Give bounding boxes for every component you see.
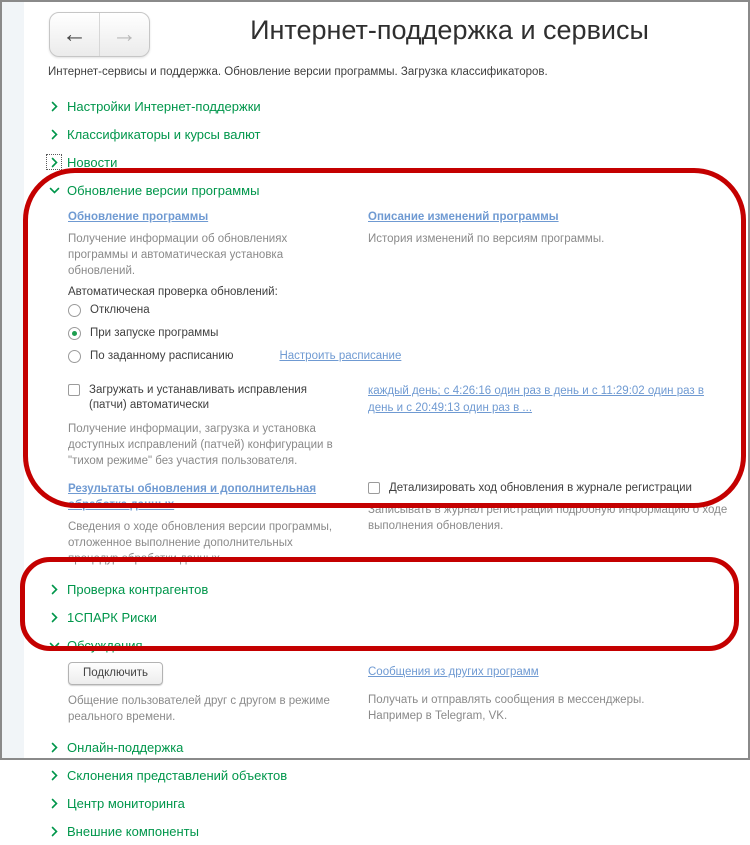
detail-log-checkbox-row[interactable] [368,481,732,496]
back-button[interactable] [50,13,99,56]
configure-schedule-link[interactable]: Настроить расписание [279,350,402,362]
section-label: Склонения представлений объектов [67,767,288,783]
chevron-right-icon [48,611,60,623]
section-label: Онлайн-поддержка [67,739,184,755]
section-header-counterparty-check[interactable] [48,575,732,603]
changes-description-text: История изменений по версиям программы. [368,233,605,245]
section-label: Обсуждения [67,637,143,653]
back-arrow-icon: ← [62,20,87,48]
chevron-right-icon [48,825,60,837]
history-nav-group [49,12,150,57]
chevron-down-icon [48,639,60,651]
discussions-content [68,662,732,725]
program-update-link[interactable]: Обновление программы [68,211,209,223]
section-label: Новости [67,154,118,170]
radio-option-schedule[interactable] [68,345,732,367]
radio-option-on-start[interactable] [68,322,732,344]
page-title: Интернет-поддержка и сервисы [250,15,649,45]
section-label: Обновление версии программы [67,182,260,198]
section-header-classifiers[interactable] [48,120,732,148]
radio-option-disabled[interactable] [68,299,732,321]
changes-description-link[interactable]: Описание изменений программы [368,211,559,223]
patches-schedule-link[interactable]: каждый день; с 4:26:16 один раз в день и с 11:29:02 один раз в день и с 20:49:13 один раз в ... [368,385,704,414]
section-header-monitoring-center[interactable] [48,789,732,817]
checkbox-unchecked-icon[interactable] [68,384,80,396]
chevron-down-icon [48,184,60,196]
patches-checkbox-row[interactable] [68,383,344,413]
left-margin-strip [2,2,24,758]
chevron-right-icon [48,100,60,112]
chevron-right-icon [48,797,60,809]
forward-button[interactable] [99,13,149,56]
chevron-right-icon [48,769,60,781]
checkbox-unchecked-icon[interactable] [368,482,380,494]
radio-label: По заданному расписанию [90,350,234,362]
program-update-description: Получение информации об обновлениях программы и автоматическая установка обновлений. [68,233,288,277]
section-label: Проверка контрагентов [67,581,209,597]
radio-selected-icon[interactable] [68,327,81,340]
radio-label: При запуске программы [90,327,219,339]
section-label: Центр мониторинга [67,795,185,811]
chevron-right-icon [48,156,60,168]
chevron-right-icon [48,128,60,140]
section-header-spark-risks[interactable] [48,603,732,631]
messages-from-other-programs-link[interactable]: Сообщения из других программ [368,666,539,678]
section-header-online-support[interactable] [48,733,732,761]
patches-description: Получение информации, загрузка и установка доступных исправлений (патчей) конфигурации в "тихом режиме" без участия пользователя. [68,423,333,467]
focus-rectangle [46,154,62,170]
radio-icon[interactable] [68,304,81,317]
section-label: Классификаторы и курсы валют [67,126,261,142]
checkbox-label: Детализировать ход обновления в журнале регистрации [389,482,692,494]
chevron-right-icon [48,583,60,595]
section-header-news[interactable] [48,148,732,176]
section-header-internet-support-settings[interactable] [48,92,732,120]
page-subtitle: Интернет-сервисы и поддержка. Обновление версии программы. Загрузка классификаторов. [48,66,548,78]
sections-list [48,92,732,845]
section-label: Настройки Интернет-поддержки [67,98,261,114]
program-update-content [68,207,732,567]
messages-description: Получать и отправлять сообщения в мессенджеры. Например в Telegram, VK. [368,694,645,722]
checkbox-label: Загружать и устанавливать исправления (патчи) автоматически [89,384,307,411]
section-header-external-components[interactable] [48,817,732,845]
section-label: 1СПАРК Риски [67,609,157,625]
update-results-link[interactable]: Результаты обновления и дополнительная обработка данных [68,483,317,511]
radio-label: Отключена [90,304,150,316]
chevron-right-icon [48,741,60,753]
section-label: Внешние компоненты [67,823,199,839]
section-header-declensions[interactable] [48,761,732,789]
update-results-description: Сведения о ходе обновления версии программы, отложенное выполнение дополнительных процедур обработки данных. [68,521,333,565]
section-header-discussions[interactable] [48,631,732,659]
radio-icon[interactable] [68,350,81,363]
detail-log-description: Записывать в журнал регистрации подробную информацию о ходе выполнения обновления. [368,504,728,532]
forward-arrow-icon: → [112,20,137,48]
connect-button[interactable]: Подключить [68,662,163,685]
section-header-program-update[interactable] [48,176,732,204]
auto-check-label: Автоматическая проверка обновлений: [68,286,278,298]
discussions-description: Общение пользователей друг с другом в режиме реального времени. [68,695,330,723]
